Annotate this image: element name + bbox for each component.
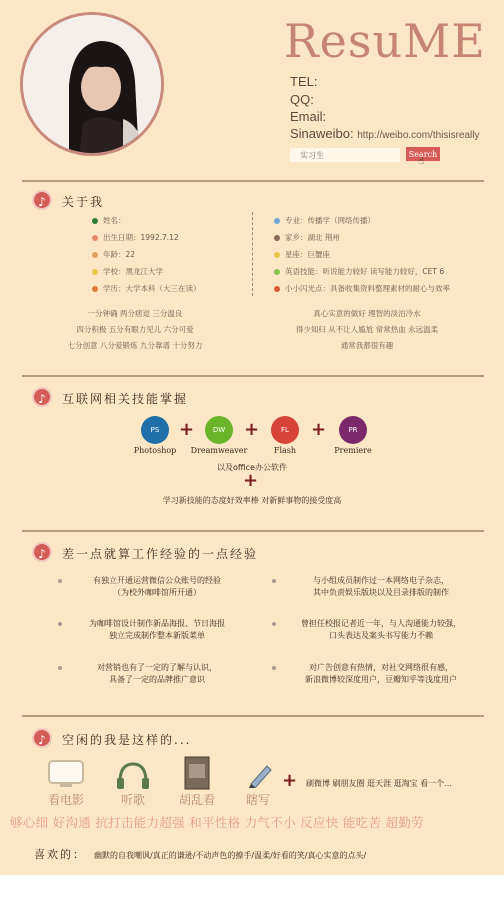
about-right-item-4: 英语技能：听说能力较好 读写能力较好，CET 6	[285, 267, 445, 276]
premiere-icon: PR	[339, 416, 367, 444]
search-button[interactable]: Search	[406, 147, 440, 161]
likes-row	[34, 846, 366, 862]
about-left-item-4: 学校：黑龙江大学	[103, 267, 163, 276]
headphones-icon	[116, 760, 150, 794]
left-motto-2: 四分积极 五分有眼力见儿 六分可爱	[76, 325, 194, 334]
weibo-row	[290, 126, 480, 141]
avatar	[20, 12, 164, 156]
bullet-dot	[92, 218, 98, 224]
divider	[22, 530, 484, 532]
bullet-dot	[274, 286, 280, 292]
skill-attitude: 学习新技能的态度好效率棒 对新鲜事物的接受度高	[162, 496, 342, 505]
divider	[22, 375, 484, 377]
more-hobbies: 刷微博 刷朋友圈 逛天涯 逛淘宝 看一个...	[306, 779, 452, 788]
book-icon	[184, 756, 210, 794]
plus-icon: +	[243, 470, 259, 491]
experience-item-2: 与小组成员制作过一本网络电子杂志， 其中负责娱乐版块以及目录排版的制作	[313, 576, 449, 597]
skill-label-photoshop: Photoshop	[133, 446, 177, 455]
weibo-link[interactable]: http://weibo.com/thisisreally	[357, 130, 480, 141]
bullet-dot	[92, 252, 98, 258]
right-motto-3: 通常我都很有趣	[340, 341, 394, 350]
qq-label: QQ:	[290, 92, 314, 107]
hobby-music: 听歌	[120, 793, 145, 807]
bullet-dot	[274, 252, 280, 258]
experience-title: 差一点就算工作经验的一点经验	[62, 547, 259, 561]
right-motto-2: 得少知归 从不让人尴尬 常常热血 永远温柔	[295, 325, 439, 334]
plus-icon: +	[179, 419, 195, 440]
tel-label: TEL:	[290, 74, 318, 89]
about-right-item-2: 家乡：湖北 荆州	[285, 233, 340, 242]
experience-item-1: 有独立开通运营微信公众账号的经验 （为校外咖啡馆所开通）	[93, 576, 221, 597]
left-motto-1: 一分钟确 两分痞逗 三分温良	[87, 309, 183, 318]
about-right-item-5: 小小闪光点：具备收集资料整理素材的耐心与效率	[285, 284, 450, 293]
dreamweaver-icon: DW	[205, 416, 233, 444]
likes-label: 喜欢的：	[34, 848, 86, 861]
about-title: 关于我	[62, 195, 105, 209]
bullet-dot	[92, 235, 98, 241]
hand-cursor-icon: ☝	[418, 156, 425, 167]
bullet-dot	[92, 269, 98, 275]
about-left-item-5: 学历：大学本科（大三在读）	[103, 284, 201, 293]
hobby-writing: 瞎写	[245, 793, 270, 807]
bullet-dot	[274, 235, 280, 241]
right-motto-1: 真心实意的做好 理智的淡泊冷水	[313, 309, 421, 318]
email-label: Email:	[290, 109, 327, 124]
section-icon: ♪	[32, 728, 52, 748]
photoshop-icon: PS	[141, 416, 169, 444]
likes-text: 幽默的自我嘲讽/真正的谦逊/不动声色的撩手/温柔/好看的笑/真心实意的点头/	[94, 851, 367, 860]
experience-item-5: 对营销也有了一定的了解与认识， 具备了一定的品牌推广意识	[97, 663, 217, 684]
weibo-label: Sinaweibo:	[290, 126, 354, 141]
about-left-item-2: 出生日期：1992.7.12	[103, 233, 179, 242]
bottom-bar	[0, 875, 504, 908]
skill-label-flash: Flash	[273, 446, 297, 455]
bullet-dot	[274, 218, 280, 224]
about-separator	[252, 212, 253, 296]
search-input[interactable]	[290, 148, 400, 162]
brand-logo: ResuME	[284, 14, 486, 68]
about-right-item-3: 星座：巨蟹座	[285, 250, 330, 259]
divider	[22, 180, 484, 182]
plus-icon: +	[311, 419, 327, 440]
office-skill: 以及office办公软件	[217, 463, 287, 472]
bullet-dot	[92, 286, 98, 292]
skill-label-premiere: Premiere	[334, 446, 372, 455]
section-icon: ♪	[32, 387, 52, 407]
section-icon: ♪	[32, 190, 52, 210]
experience-item-3: 为咖啡馆设计制作新品海报、节日海报 独立完成制作整本新版菜单	[89, 619, 225, 640]
hobbies-title: 空闲的我是这样的...	[62, 733, 192, 747]
tv-icon	[48, 760, 84, 792]
experience-item-6: 对广告创意有热情，对社交网络很有感， 新浪微博较深度用户，豆瓣知乎等浅度用户	[305, 663, 457, 684]
left-motto-3: 七分创意 八分爱锻炼 九分靠谱 十分努力	[67, 341, 203, 350]
pencil-icon	[247, 760, 273, 792]
skill-label-dreamweaver: Dreamweaver	[190, 446, 248, 455]
section-icon: ♪	[32, 542, 52, 562]
flash-icon: FL	[271, 416, 299, 444]
plus-icon: +	[282, 770, 298, 791]
skills-title: 互联网相关技能掌握	[62, 392, 189, 406]
bullet-dot	[274, 269, 280, 275]
divider	[22, 715, 484, 717]
hobby-reading: 胡乱看	[178, 793, 215, 807]
about-right-item-1: 专业：传播学（网络传播）	[285, 216, 375, 225]
about-left-item-3: 年龄：22	[103, 250, 136, 259]
experience-item-4: 曾担任校报记者近一年，与人沟通能力较强， 口头表达及案头书写能力不赖	[301, 619, 461, 640]
about-left-item-1: 姓名：	[103, 216, 126, 225]
plus-icon: +	[244, 419, 260, 440]
hobby-movies: 看电影	[47, 793, 84, 807]
personal-traits: 够心细 好沟通 抗打击能力超强 和平性格 力气不小 反应快 能吃苦 超勤劳	[10, 815, 424, 830]
